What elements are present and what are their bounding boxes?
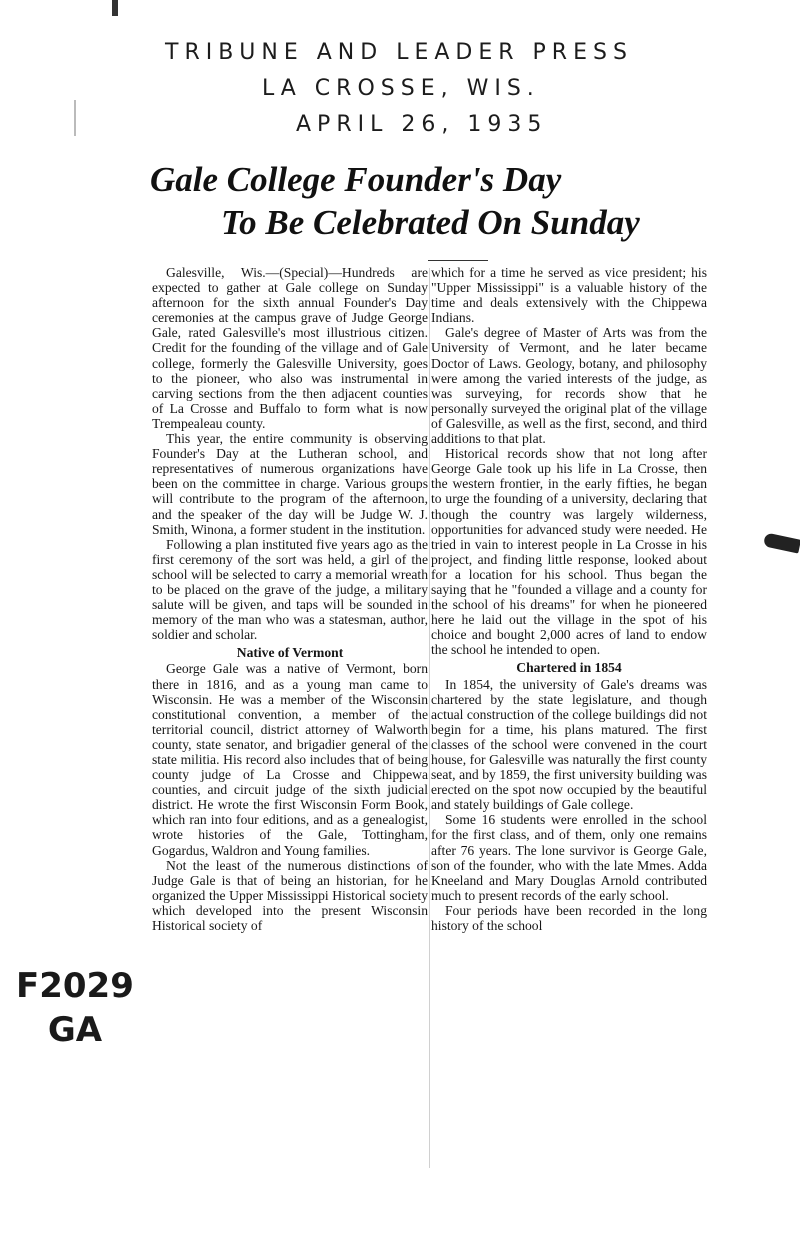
handwritten-newspaper-name: TRIBUNE AND LEADER PRESS <box>165 40 633 65</box>
article-paragraph: Gale's degree of Master of Arts was from the University of Vermont, and he later became Doctor of Laws. Geology, botany, and philosophy were among the varied interests of the judge, as was surveying, for records show that he personally surveyed the original plat of the village of Galesville, as well as the first, second, and third additions to that plat. <box>431 325 707 447</box>
column-divider <box>429 268 430 1168</box>
article-paragraph: In 1854, the university of Gale's dreams was chartered by the state legislature, and though actual construction of the college buildings did not begin for a time, his plans matured. The first classes of the school were convened in the court house, for Galesville was naturally the first county seat, and by 1859, the first university building was erected on the spot now occupied by the beautiful and stately buildings of Gale college. <box>431 676 707 813</box>
article-paragraph: Following a plan instituted five years ago as the first ceremony of the sort was held, a girl of the school will be selected to carry a memorial wreath to be placed on the grave of the judge, a military salute will be given, and taps will be sounded in memory of the man who was a statesman, author, soldier and scholar. <box>152 536 428 643</box>
scan-mark-top <box>112 0 118 16</box>
article-column-right <box>431 265 707 933</box>
handwritten-date: APRIL 26, 1935 <box>296 112 548 137</box>
article-paragraph: which for a time he served as vice president; his "Upper Mississippi" is a valuable history of the time and deals extensively with the Chippewa Indians. <box>431 265 707 326</box>
article-column-left <box>152 265 428 933</box>
scan-mark-right <box>763 532 800 553</box>
section-heading: Chartered in 1854 <box>516 660 622 676</box>
headline-line-1: Gale College Founder's Day <box>150 160 562 199</box>
article-paragraph: This year, the entire community is observing Founder's Day at the Lutheran school, and representatives of numerous organizations have been on the committee in charge. Various groups will contribute to the program of the afternoon, and the speaker of the day will be Judge W. J. Smith, Winona, a former student in the institution. <box>152 431 428 537</box>
article-paragraph: George Gale was a native of Vermont, born there in 1816, and as a young man came to Wisconsin. He was a member of the Wisconsin constitutional convention, a member of the territorial council, district attorney of Walworth county, state senator, and brigadier general of the state militia. His record also includes that of being county judge of La Crosse and Chippewa counties, and circuit judge of the sixth judicial district. He wrote the first Wisconsin Form Book, which ran into four editions, and as a genealogist, wrote histories of the Gale, Tottingham, Gogardus, Waldron and Young families. <box>152 661 428 858</box>
article-paragraph: Not the least of the numerous distinctions of Judge Gale is that of being an historian, for he organized the Upper Mississippi Historical society which developed into the present Wisconsin Historical society of <box>152 857 428 934</box>
section-heading: Native of Vermont <box>236 645 344 661</box>
headline-rule <box>428 260 488 261</box>
article-paragraph: Some 16 students were enrolled in the school for the first class, and of them, only one remains after 76 years. The lone survivor is George Gale, son of the founder, who with the late Mmes. Adda Kneeland and Mary Douglas Arnold contributed much to present records of the early school. <box>431 812 707 903</box>
headline-line-2: To Be Celebrated On Sunday <box>221 203 640 242</box>
archive-margin-code: F2029 GA <box>16 966 134 1050</box>
article-paragraph: Four periods have been recorded in the long history of the school <box>431 902 707 934</box>
article-paragraph: Historical records show that not long after George Gale took up his life in La Crosse, then the western frontier, in the early fifties, he began to urge the founding of a university, declaring that though the country was largely wilderness, opportunities for advanced study were needed. He tried in vain to interest people in La Crosse in his project, and finding little response, looked about for a location for his school. Thus began the saying that he "founded a village and a county for the school of his dreams" for when he pioneered here he laid out the village in the spot of his choice and bought 2,000 acres of land to endow the school he intended to open. <box>431 446 707 658</box>
scan-mark-left <box>74 100 76 136</box>
handwritten-location: LA CROSSE, WIS. <box>262 76 540 101</box>
article-paragraph: Galesville, Wis.—(Special)—Hundreds are expected to gather at Gale college on Sunday afternoon for the sixth annual Founder's Day ceremonies at the campus grave of Judge George Gale, rated Galesville's most illustrious citizen. Credit for the founding of the village and of Gale college, formerly the Galesville University, goes to the pioneer, who also was instrumental in carving sections from the then adjacent counties of La Crosse and Buffalo to form what is now Trempealeau county. <box>152 265 428 431</box>
